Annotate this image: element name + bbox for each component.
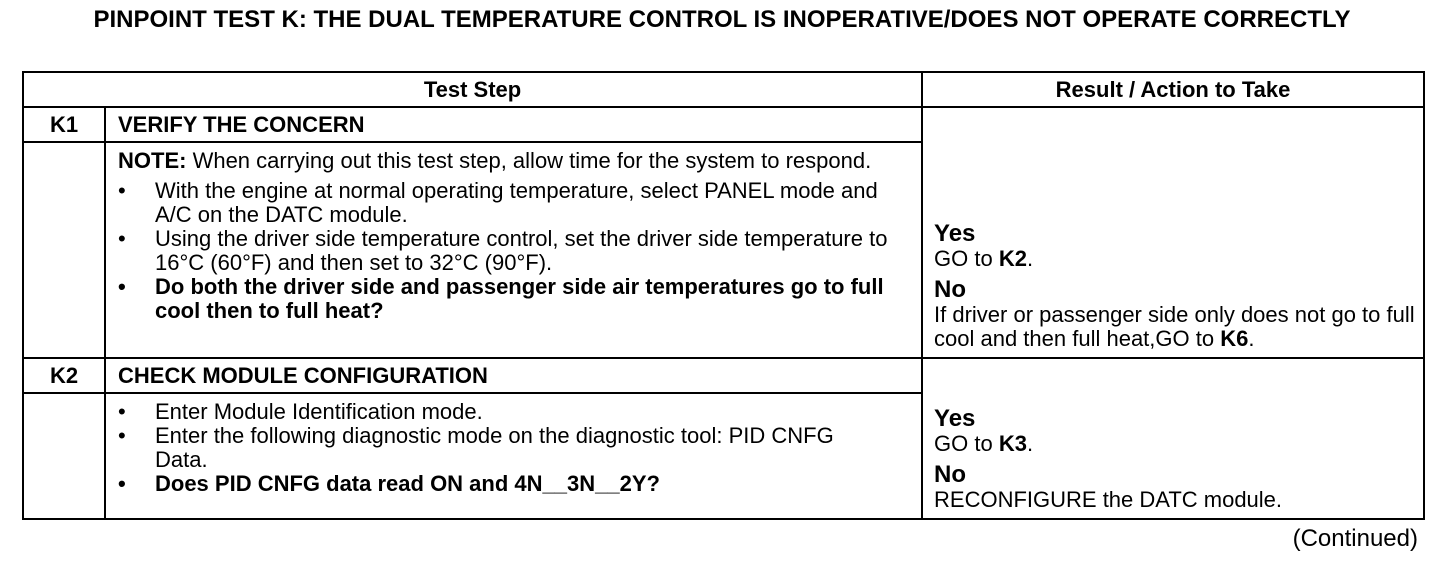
step-id-spacer — [23, 393, 105, 519]
yes-action: GO to K2. — [934, 246, 1034, 272]
list-item: • Do both the driver side and passenger side air temperatures go to full cool then to full heat? — [118, 274, 884, 323]
step-id: K2 — [23, 358, 105, 393]
list-item: • Enter Module Identification mode. — [118, 399, 483, 425]
step-heading: VERIFY THE CONCERN — [105, 107, 922, 142]
pinpoint-test-table — [22, 71, 1425, 520]
step-k1-bullets — [118, 179, 891, 323]
step-k1-heading-row — [23, 107, 1424, 142]
no-label: No — [934, 276, 967, 304]
table-header-row — [23, 72, 1424, 107]
yes-label: Yes — [934, 220, 976, 248]
header-test-step: Test Step — [23, 72, 922, 107]
list-item: • Does PID CNFG data read ON and 4N__3N__2Y? — [118, 471, 660, 497]
list-item: • With the engine at normal operating temperature, select PANEL mode and A/C on the DATC module. — [118, 178, 878, 227]
step-id: K1 — [23, 107, 105, 142]
yes-label: Yes — [934, 405, 976, 432]
yes-action: GO to K3. — [934, 431, 1034, 456]
list-item: • Enter the following diagnostic mode on the diagnostic tool: PID CNFG Data. — [118, 423, 834, 473]
step-k2-body — [105, 393, 922, 519]
no-action: RECONFIGURE the DATC module. — [934, 487, 1283, 512]
list-item: • Using the driver side temperature control, set the driver side temperature to 16°C (60°F) and then set to 32°C (90°F). — [118, 226, 888, 275]
step-k1-result — [922, 107, 1424, 358]
step-heading: CHECK MODULE CONFIGURATION — [105, 358, 922, 393]
no-action: If driver or passenger side only does not go to full cool and then full heat,GO to K6. — [934, 302, 1415, 352]
continued-label: (Continued) — [1292, 525, 1418, 552]
note: NOTE: When carrying out this test step, allow time for the system to respond. — [118, 148, 872, 173]
header-result: Result / Action to Take — [922, 72, 1424, 107]
no-label: No — [934, 461, 967, 488]
step-k2-bullets — [118, 400, 891, 496]
step-k2-heading-row — [23, 358, 1424, 393]
page-title: PINPOINT TEST K: THE DUAL TEMPERATURE CONTROL IS INOPERATIVE/DOES NOT OPERATE CORRECTLY — [93, 6, 1351, 33]
step-k1-body — [105, 142, 922, 358]
step-k2-result — [922, 358, 1424, 519]
step-id-spacer — [23, 142, 105, 358]
